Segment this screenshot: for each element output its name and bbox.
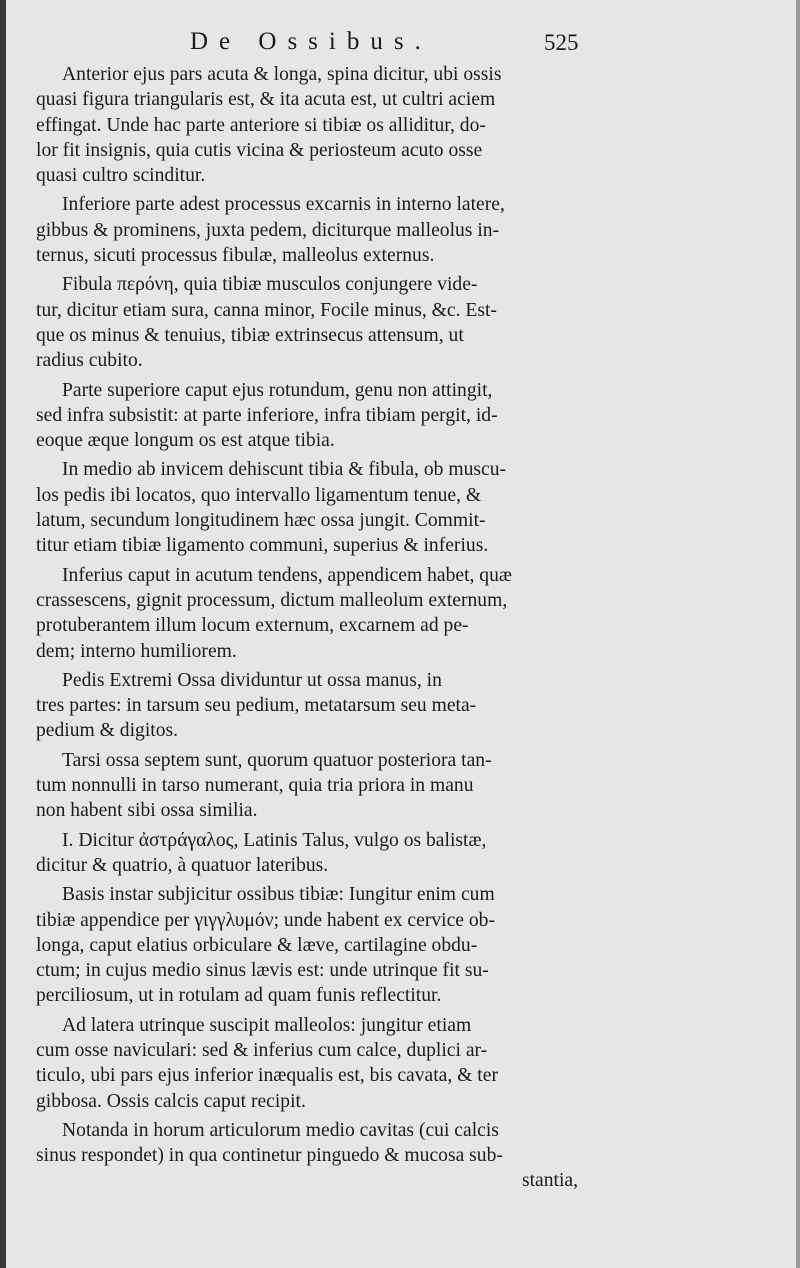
text-line: Pedis Extremi Ossa dividuntur ut ossa manus, in: [62, 669, 442, 691]
text-line: protuberantem illum locum externum, excarnem ad pe-: [36, 615, 469, 637]
text-line: Anterior ejus pars acuta & longa, spina dicitur, ubi ossis: [62, 64, 502, 85]
running-head: De Ossibus.: [190, 28, 432, 55]
text-line: titur etiam tibiæ ligamento communi, superius & inferius.: [36, 535, 489, 557]
text-line: Notanda in horum articulorum medio cavitas (cui calcis: [62, 1119, 499, 1141]
text-line: tur, dicitur etiam sura, canna minor, Focile minus, &c. Est-: [36, 299, 497, 321]
text-line: I. Dicitur ἀστράγαλος, Latinis Talus, vulgo os balistæ,: [62, 829, 487, 851]
text-line: Parte superiore caput ejus rotundum, genu non attingit,: [62, 379, 493, 401]
text-line: quasi figura triangularis est, & ita acuta est, ut cultri aciem: [36, 89, 496, 111]
text-line: Inferius caput in acutum tendens, appendicem habet, quæ: [62, 564, 512, 586]
text-line: Fibula περόνη, quia tibiæ musculos conjungere vide-: [62, 274, 478, 296]
page-edge-right: [796, 0, 800, 1268]
text-line: tres partes: in tarsum seu pedium, metatarsum seu meta-: [36, 695, 477, 717]
text-line: sinus respondet) in qua continetur pinguedo & mucosa sub-: [36, 1145, 503, 1167]
text-line: non habent sibi ossa similia.: [36, 800, 258, 822]
text-line: radius cubito.: [36, 350, 143, 372]
text-line: Inferiore parte adest processus excarnis in interno latere,: [62, 194, 505, 216]
text-line: quasi cultro scinditur.: [36, 165, 206, 187]
text-line: que os minus & tenuius, tibiæ extrinsecus attensum, ut: [36, 324, 464, 346]
text-line: tibiæ appendice per γιγγλυμόν; unde habent ex cervice ob-: [36, 909, 495, 931]
catchword: stantia,: [521, 1170, 578, 1192]
text-line: Basis instar subjicitur ossibus tibiæ: Iungitur enim cum: [62, 884, 495, 906]
text-line: gibbosa. Ossis calcis caput recipit.: [36, 1090, 306, 1112]
text-line: In medio ab invicem dehiscunt tibia & fibula, ob muscu-: [62, 459, 507, 481]
page-number: 525: [544, 30, 579, 55]
text-line: effingat. Unde hac parte anteriore si tibiæ os alliditur, do-: [36, 114, 486, 136]
text-line: ternus, sicuti processus fibulæ, malleolus externus.: [36, 245, 435, 267]
text-line: sed infra subsistit: at parte inferiore, infra tibiam pergit, id-: [36, 404, 498, 426]
text-line: latum, secundum longitudinem hæc ossa jungit. Commit-: [36, 510, 486, 532]
text-line: ctum; in cujus medio sinus lævis est: unde utrinque fit su-: [36, 960, 489, 982]
text-line: eoque æque longum os est atque tibia.: [36, 430, 335, 452]
text-line: perciliosum, ut in rotulam ad quam funis reflectitur.: [36, 985, 442, 1007]
text-line: Ad latera utrinque suscipit malleolos: jungitur etiam: [62, 1014, 472, 1036]
text-line: dem; interno humiliorem.: [36, 640, 237, 662]
text-line: tum nonnulli in tarso numerant, quia tria priora in manu: [36, 775, 474, 797]
text-line: crassescens, gignit processum, dictum malleolum externum,: [36, 589, 508, 611]
text-line: los pedis ibi locatos, quo intervallo ligamentum tenue, &: [36, 484, 482, 506]
text-line: longa, caput elatius orbiculare & læve, cartilagine obdu-: [36, 934, 478, 956]
body-text: [36, 62, 598, 1194]
page-shadow-left: [0, 0, 6, 1268]
text-line: Tarsi ossa septem sunt, quorum quatuor posteriora tan-: [62, 749, 492, 771]
text-line: cum osse naviculari: sed & inferius cum calce, duplici ar-: [36, 1039, 488, 1061]
text-line: ticulo, ubi pars ejus inferior inæqualis est, bis cavata, & ter: [36, 1065, 498, 1087]
text-line: lor fit insignis, quia cutis vicina & periosteum acuto osse: [36, 139, 483, 161]
page-header: [0, 28, 800, 62]
text-line: dicitur & quatrio, à quatuor lateribus.: [36, 854, 329, 876]
text-line: gibbus & prominens, juxta pedem, diciturque malleolus in-: [36, 219, 500, 241]
text-line: pedium & digitos.: [36, 720, 179, 742]
